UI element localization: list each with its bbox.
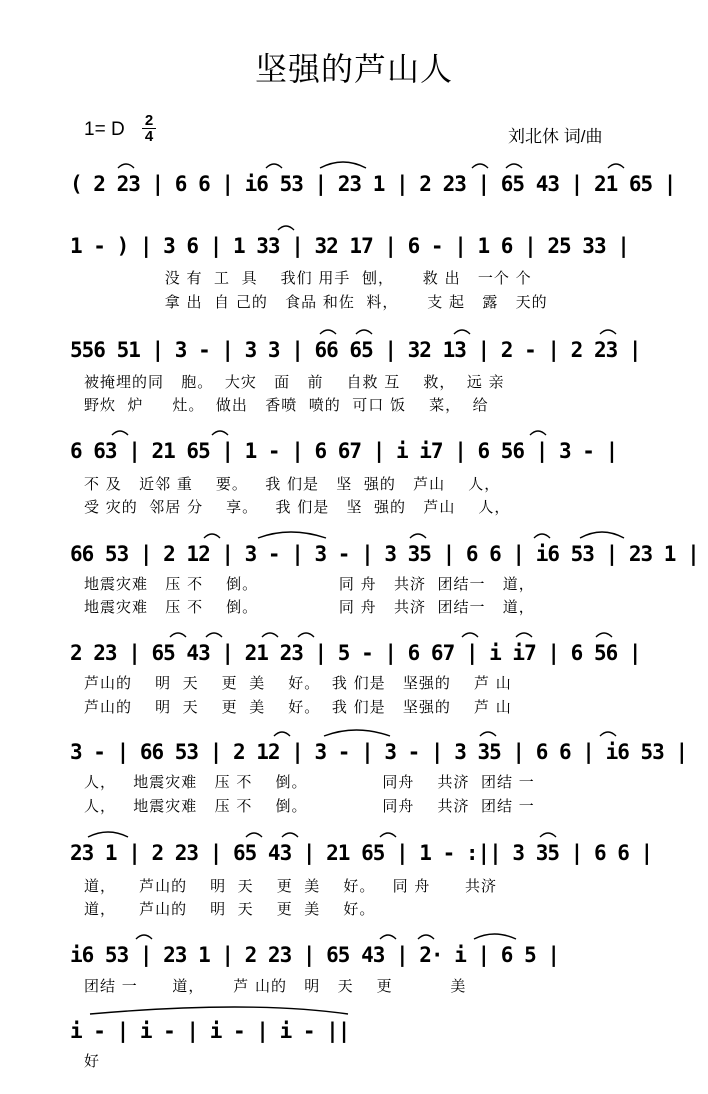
slur (258, 532, 326, 538)
lyric-line-2-verse-2: 拿 出 自 己的 食品 和佐 料， 支 起 露 天的 (84, 293, 548, 311)
slur (418, 935, 434, 939)
lyric-line-3-verse-2: 野炊 炉 灶。 做出 香喷 喷的 可口 饭 菜， 给 (84, 396, 489, 414)
slur (530, 431, 546, 435)
time-signature-bottom: 4 (144, 128, 154, 145)
author-credit: 刘北休 词/曲 (508, 127, 603, 146)
slur (540, 833, 556, 837)
slur (380, 833, 396, 837)
key-signature: 1= D (84, 119, 125, 140)
slur (206, 633, 222, 637)
slur (410, 534, 426, 538)
slur (246, 833, 262, 837)
lyric-line-4-verse-2: 受 灾的 邻居 分 享。 我 们是 坚 强的 芦山 人， (84, 498, 511, 516)
notation-line-6: 2 23 | 65 43 | 21 23 | 5 - | 6 67 | i i7 | 6 56 | (70, 641, 641, 665)
slur (136, 935, 152, 939)
slur (474, 934, 516, 939)
slur (320, 330, 336, 334)
slur (212, 431, 228, 435)
slur (88, 832, 128, 837)
notation-line-4: 6 63 | 21 65 | 1 - | 6 67 | i i7 | 6 56 | 3 - | (70, 439, 618, 463)
slur (534, 534, 550, 538)
slur (282, 833, 298, 837)
slur (380, 935, 396, 939)
slur (356, 330, 372, 334)
slur (600, 732, 616, 736)
slur (608, 164, 624, 168)
slur (596, 633, 612, 637)
lyric-line-9-verse-1: 团结 一 道， 芦 山的 明 天 更 美 (84, 977, 467, 995)
slur (278, 226, 294, 230)
lyric-line-5-verse-1: 地震灾难 压 不 倒。 同 舟 共济 团结一 道， (84, 575, 535, 593)
slur (118, 164, 134, 168)
slur (506, 164, 522, 168)
notation-line-1: ( 2 23 | 6 6 | i6 53 | 23 1 | 2 23 | 65 43 | 21 65 | (70, 172, 676, 196)
lyric-line-10-verse-1: 好 (84, 1052, 101, 1070)
slur (204, 534, 220, 538)
slur (170, 633, 186, 637)
notation-line-5: 66 53 | 2 12 | 3 - | 3 - | 3 35 | 6 6 | i6 53 | 23 1 | (70, 542, 699, 566)
notation-line-9: i6 53 | 23 1 | 2 23 | 65 43 | 2· i | 6 5 | (70, 943, 560, 967)
lyric-line-2-verse-1: 没 有 工 具 我们 用手 刨， 救 出 一个 个 (84, 269, 532, 287)
slur (454, 330, 470, 334)
notation-line-7: 3 - | 66 53 | 2 12 | 3 - | 3 - | 3 35 | 6 6 | i6 53 | (70, 740, 688, 764)
lyric-line-8-verse-1: 道， 芦山的 明 天 更 美 好。 同 舟 共济 (84, 877, 498, 895)
time-signature-top: 2 (144, 112, 154, 129)
lyric-line-5-verse-2: 地震灾难 压 不 倒。 同 舟 共济 团结一 道， (84, 598, 535, 616)
slur (112, 431, 128, 435)
slur (324, 730, 390, 736)
lyric-line-7-verse-1: 人， 地震灾难 压 不 倒。 同舟 共济 团结 一 (84, 773, 535, 791)
slur (298, 633, 314, 637)
lyric-line-4-verse-1: 不 及 近邻 重 要。 我 们是 坚 强的 芦山 人， (84, 475, 501, 493)
slur (274, 732, 290, 736)
slur (320, 162, 366, 168)
notation-line-2: 1 - ) | 3 6 | 1 33 | 32 17 | 6 - | 1 6 | 25 33 | (70, 234, 629, 258)
slur (516, 633, 532, 637)
slur (472, 164, 488, 168)
slur (462, 633, 478, 637)
time-signature (142, 114, 156, 143)
notation-line-8: 23 1 | 2 23 | 65 43 | 21 65 | 1 - :|| 3 35 | 6 6 | (70, 841, 653, 865)
lyric-line-6-verse-1: 芦山的 明 天 更 美 好。 我 们是 坚强的 芦 山 (84, 674, 512, 692)
slur (480, 732, 496, 736)
slur (600, 330, 616, 334)
song-title: 坚强的芦山人 (254, 50, 453, 88)
notation-line-10: i - | i - | i - | i - || (70, 1019, 350, 1043)
lyric-line-6-verse-2: 芦山的 明 天 更 美 好。 我 们是 坚强的 芦 山 (84, 698, 512, 716)
lyric-line-7-verse-2: 人， 地震灾难 压 不 倒。 同舟 共济 团结 一 (84, 797, 535, 815)
slur (580, 532, 624, 538)
lyric-line-8-verse-2: 道， 芦山的 明 天 更 美 好。 (84, 900, 376, 918)
slur (262, 633, 278, 637)
slur (90, 1007, 348, 1014)
slur (266, 164, 282, 168)
notation-line-3: 556 51 | 3 - | 3 3 | 66 65 | 32 13 | 2 - | 2 23 | (70, 338, 641, 362)
lyric-line-3-verse-1: 被掩埋的同 胞。 大灾 面 前 自救 互 救， 远 亲 (84, 373, 505, 391)
